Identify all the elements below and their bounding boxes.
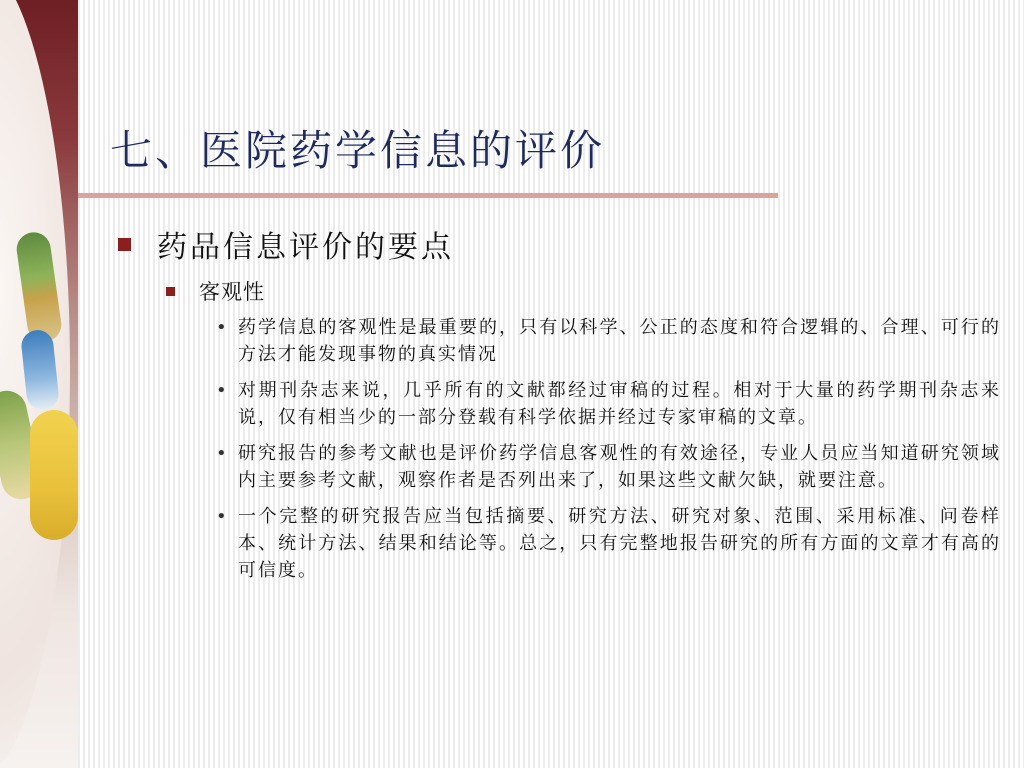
list-item-text: 研究报告的参考文献也是评价药学信息客观性的有效途径，专业人员应当知道研究领域内主要参考文献，观察作者是否列出来了，如果这些文献欠缺，就要注意。 [238,443,1001,491]
dot-bullet-icon: • [216,443,227,464]
level1-bullet [118,222,1003,266]
list-item-text: 一个完整的研究报告应当包括摘要、研究方法、研究对象、范围、采用标准、问卷样本、统计方法、结果和结论等。总之，只有完整地报告研究的所有方面的文章才有高的可信度。 [238,506,1001,581]
bullet-list [216,314,1001,584]
title-divider [78,193,778,198]
decorative-pill-image [0,0,78,768]
square-bullet-icon [166,287,175,296]
list-item [216,503,1001,584]
slide-content [118,222,1003,593]
dot-bullet-icon: • [216,317,227,338]
level2-text: 客观性 [199,280,265,304]
list-item-text: 药学信息的客观性是最重要的，只有以科学、公正的态度和符合逻辑的、合理、可行的方法才能发现事物的真实情况 [238,317,1001,365]
list-item-text: 对期刊杂志来说，几乎所有的文献都经过审稿的过程。相对于大量的药学期刊杂志来说，仅有相当少的一部分登载有科学依据并经过专家审稿的文章。 [238,380,1001,428]
dot-bullet-icon: • [216,380,227,401]
list-item [216,314,1001,368]
dot-bullet-icon: • [216,506,227,527]
yellow-tablet-shape [30,410,78,540]
square-bullet-icon [118,238,131,251]
level2-bullet [166,276,1003,306]
list-item [216,377,1001,431]
slide-title: 七、医院药学信息的评价 [110,126,606,175]
list-item [216,440,1001,494]
level1-text: 药品信息评价的要点 [157,230,454,265]
